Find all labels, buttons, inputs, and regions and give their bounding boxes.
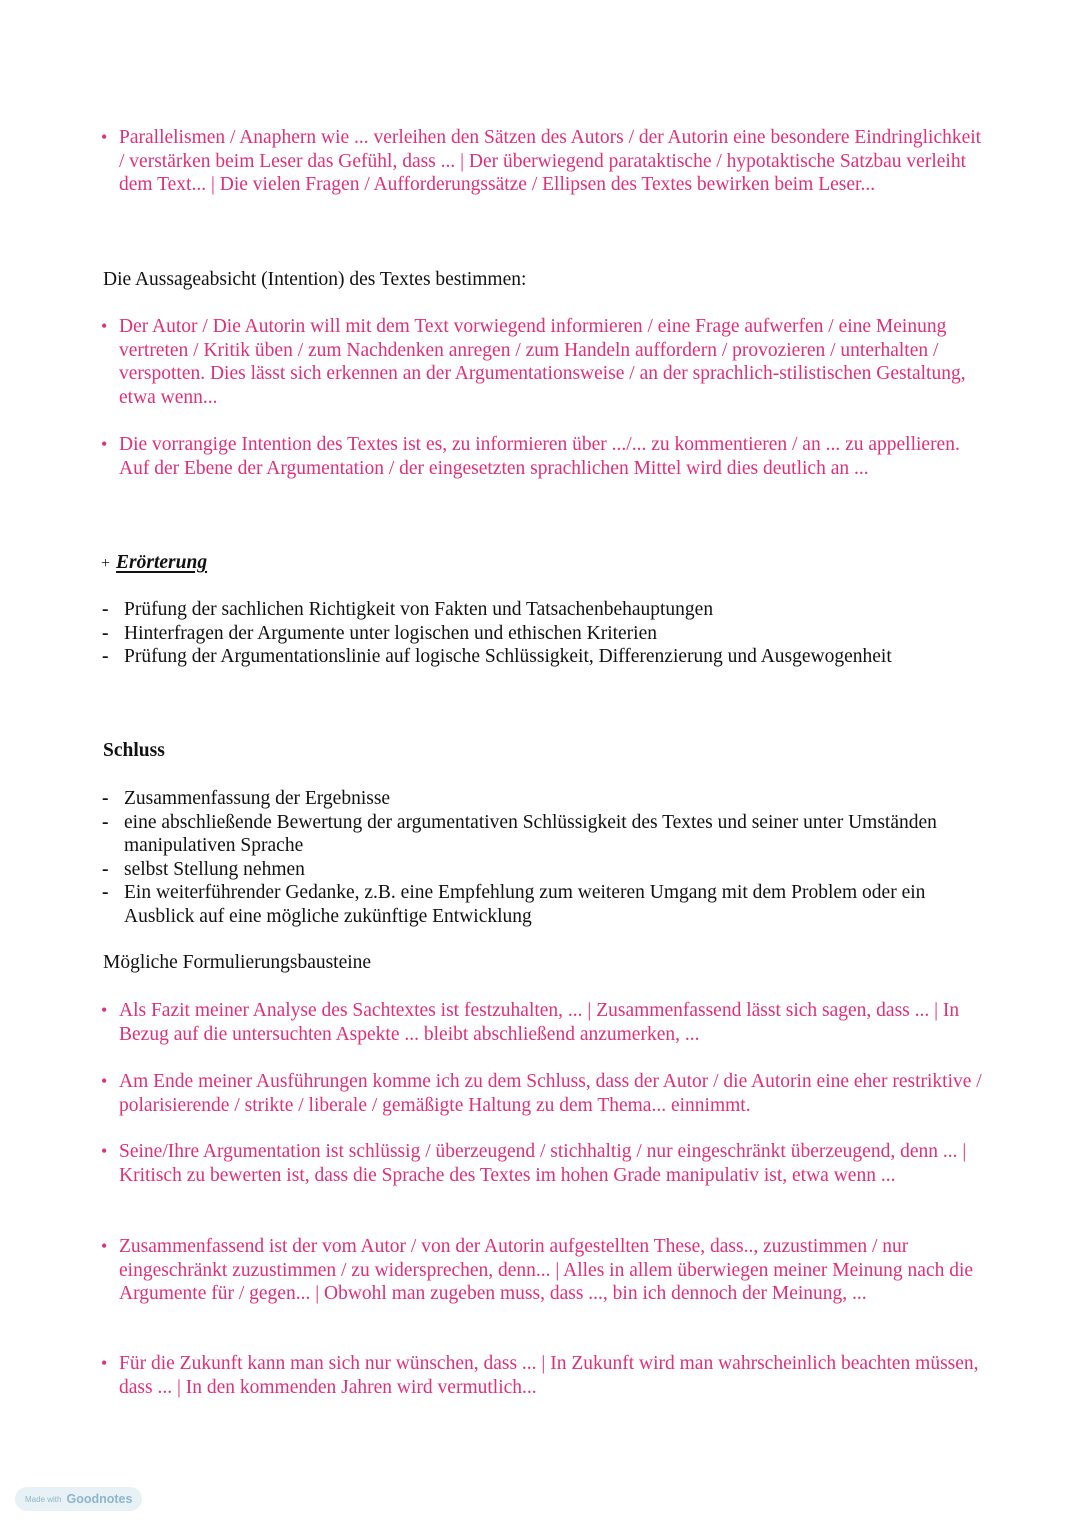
schluss-formulierungen-list-2 — [100, 1070, 990, 1117]
dash-icon: - — [102, 599, 109, 620]
schluss-formulierungen-list-5 — [100, 1352, 990, 1399]
schluss-heading: Schluss — [103, 740, 165, 761]
list-item: • Zusammenfassend ist der vom Autor / von der Autorin aufgestellten These, dass.., zuzustimmen / nur eingeschränkt zuzustimmen / zu widersprechen, denn... | Alles in allem überwiegen meiner Meinung nach die Argumente für / gegen... | Obwohl man zugeben muss, dass ..., bin ich dennoch der Meinung, ... — [101, 1236, 974, 1305]
list-item: • Für die Zukunft kann man sich nur wünschen, dass ... | In Zukunft wird man wahrscheinlich beachten müssen, dass ... | In den kommenden Jahren wird vermutlich... — [101, 1353, 979, 1398]
bullet-icon: • — [101, 1141, 108, 1161]
list-item: - Zusammenfassung der Ergebnisse — [102, 788, 391, 809]
dash-icon: - — [102, 882, 109, 903]
list-item: - Ein weiterführender Gedanke, z.B. eine Empfehlung zum weiteren Umgang mit dem Problem oder ein Ausblick auf eine mögliche zukünftige Entwicklung — [102, 882, 926, 927]
eroerterung-heading — [101, 551, 207, 576]
list-item: - Prüfung der sachlichen Richtigkeit von Fakten und Tatsachenbehauptungen — [102, 599, 714, 620]
intention-formulierungen-list-2 — [100, 433, 990, 480]
dash-icon: - — [102, 811, 109, 833]
eroerterung-list — [100, 598, 990, 669]
bullet-icon: • — [101, 1071, 108, 1091]
intention-formulierungen-list — [100, 315, 990, 410]
list-item: • Der Autor / Die Autorin will mit dem Text vorwiegend informieren / eine Frage aufwerfen / eine Meinung vertreten / Kritik üben / zum Nachdenken anregen / zum Handeln auffordern / provozieren / unterhalten / verspotten. Dies lässt sich erkennen an der Argumentationsweise / an der sprachlich-stilistischen Gestaltung, etwa wenn... — [101, 316, 966, 409]
dash-icon: - — [102, 646, 109, 667]
bullet-icon: • — [101, 434, 108, 454]
list-item: - Prüfung der Argumentationslinie auf logische Schlüssigkeit, Differenzierung und Ausgewogenheit — [102, 646, 892, 667]
bullet-icon: • — [101, 316, 108, 336]
goodnotes-badge — [15, 1487, 142, 1511]
list-item: • Seine/Ihre Argumentation ist schlüssig / überzeugend / stichhaltig / nur eingeschränkt überzeugend, denn ... | Kritisch zu bewerten ist, dass die Sprache des Textes im hohen Grade manipulativ ist, etwa wenn ... — [101, 1141, 967, 1186]
bullet-icon: • — [101, 1236, 108, 1256]
schluss-list — [100, 787, 990, 928]
list-item: • Am Ende meiner Ausführungen komme ich zu dem Schluss, dass der Autor / die Autorin eine eher restriktive / polarisierende / strikte / liberale / gemäßigte Haltung zu dem Thema... einnimmt. — [101, 1071, 982, 1116]
schluss-formulierungen-list-4 — [100, 1235, 990, 1306]
bullet-icon: • — [101, 1000, 108, 1020]
bullet-icon: • — [101, 127, 108, 147]
intention-heading: Die Aussageabsicht (Intention) des Textes bestimmen: — [103, 269, 527, 290]
list-item: • Die vorrangige Intention des Textes ist es, zu informieren über .../... zu kommentieren / an ... zu appellieren. Auf der Ebene der Argumentation / der eingesetzten sprachlichen Mittel wird dies deutlich an ... — [101, 434, 960, 479]
bullet-icon: • — [101, 1353, 108, 1373]
formulierungsbausteine-heading: Mögliche Formulierungsbausteine — [103, 952, 372, 973]
stilmittel-formulierungen-list — [100, 126, 990, 197]
plus-icon: + — [101, 555, 111, 572]
list-item: • Als Fazit meiner Analyse des Sachtextes ist festzuhalten, ... | Zusammenfassend lässt sich sagen, dass ... | In Bezug auf die untersuchten Aspekte ... bleibt abschließend anzumerken, ... — [101, 1000, 960, 1045]
schluss-formulierungen-list-1 — [100, 999, 990, 1046]
made-with-label: Made with — [25, 1494, 62, 1504]
dash-icon: - — [102, 622, 109, 644]
schluss-formulierungen-list-3 — [100, 1140, 990, 1187]
list-item: • Parallelismen / Anaphern wie ... verleihen den Sätzen des Autors / der Autorin eine besondere Eindringlichkeit / verstärken beim Leser das Gefühl, dass ... | Der überwiegend parataktische / hypotaktische Satzbau verleiht dem Text... | Die vielen Fragen / Aufforderungssätze / Ellipsen des Textes bewirken beim Leser... — [101, 127, 982, 196]
eroerterung-title: Erörterung — [116, 552, 208, 573]
list-item: - selbst Stellung nehmen — [102, 858, 305, 880]
dash-icon: - — [102, 858, 109, 880]
list-item: - Hinterfragen der Argumente unter logischen und ethischen Kriterien — [102, 622, 658, 644]
list-item: - eine abschließende Bewertung der argumentativen Schlüssigkeit des Textes und seiner unter Umständen manipulativen Sprache — [102, 811, 937, 856]
goodnotes-logo: Goodnotes — [66, 1492, 133, 1506]
dash-icon: - — [102, 788, 109, 809]
